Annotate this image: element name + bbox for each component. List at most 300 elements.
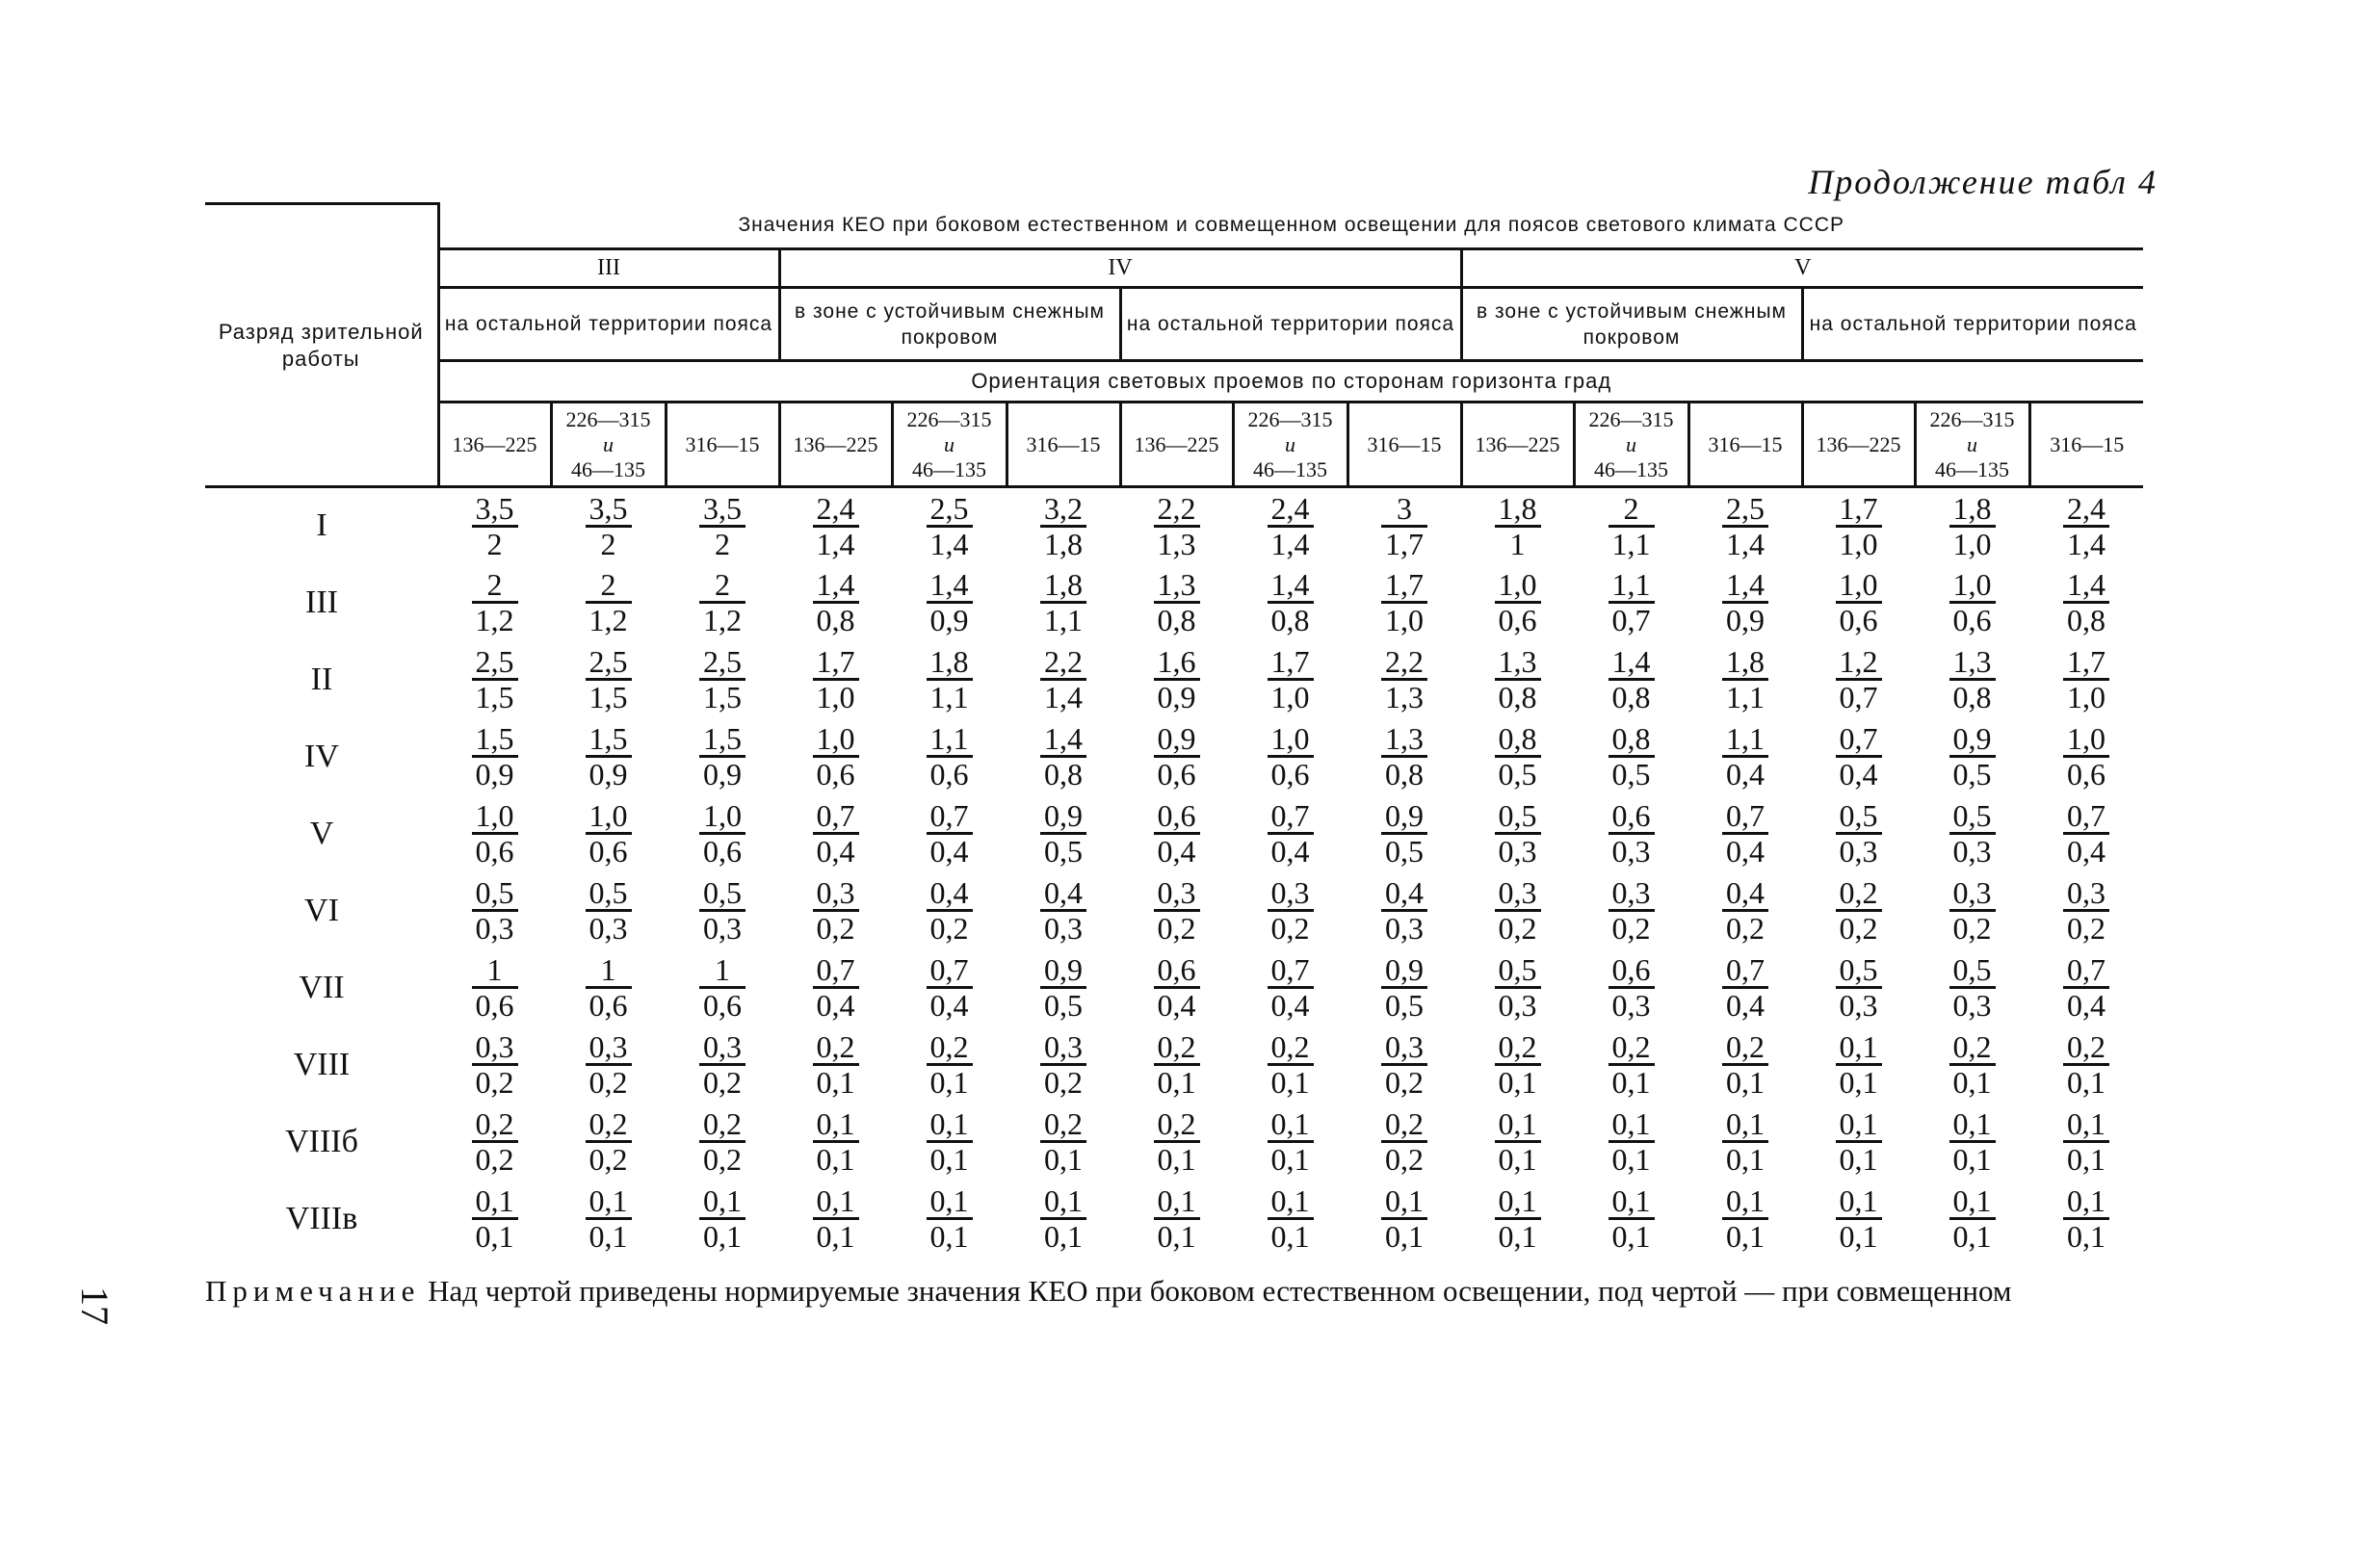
value-cell <box>779 1181 892 1258</box>
value-cell <box>1688 1104 1802 1181</box>
keo-natural-value: 0,7 <box>2063 953 2109 989</box>
value-cell <box>1688 1026 1802 1104</box>
value-cell <box>892 1104 1007 1181</box>
keo-natural-value: 0,5 <box>472 876 518 912</box>
keo-combined-value: 0,3 <box>1498 834 1537 869</box>
keo-natural-value: 1,3 <box>1154 568 1200 604</box>
keo-combined-value: 0,6 <box>703 834 742 869</box>
value-cell <box>2029 718 2143 795</box>
keo-natural-value: 1,3 <box>1495 645 1541 681</box>
value-cell <box>1347 1104 1461 1181</box>
keo-combined-value: 0,1 <box>588 1219 628 1254</box>
keo-fraction <box>1836 1107 1882 1176</box>
value-cell <box>1574 718 1688 795</box>
keo-fraction <box>2063 722 2109 791</box>
keo-natural-value: 0,1 <box>1268 1107 1314 1143</box>
angle-header-line: 226—315 <box>565 406 651 431</box>
keo-fraction <box>1495 876 1541 945</box>
value-cell <box>1347 872 1461 949</box>
keo-fraction <box>1608 953 1655 1022</box>
value-cell <box>1233 1181 1347 1258</box>
value-cell <box>1120 641 1233 718</box>
keo-fraction <box>1495 799 1541 868</box>
keo-natural-value: 0,4 <box>1722 876 1768 912</box>
keo-fraction <box>1722 799 1768 868</box>
keo-combined-value: 0,8 <box>1270 603 1310 637</box>
keo-combined-value: 0,6 <box>475 834 514 869</box>
table-row <box>205 949 2143 1026</box>
value-cell <box>666 1104 779 1181</box>
keo-combined-value: 0,6 <box>1157 757 1196 792</box>
keo-combined-value: 0,2 <box>816 911 855 946</box>
keo-fraction <box>1722 645 1768 714</box>
keo-combined-value: 0,4 <box>1839 757 1878 792</box>
keo-fraction <box>1040 1107 1086 1176</box>
keo-combined-value: 1,2 <box>475 603 514 637</box>
value-cell <box>1574 1104 1688 1181</box>
keo-fraction <box>813 876 859 945</box>
value-cell <box>1347 795 1461 872</box>
keo-natural-value: 0,7 <box>1268 953 1314 989</box>
keo-combined-value: 1,4 <box>1044 680 1083 714</box>
keo-natural-value: 1,7 <box>1836 492 1882 528</box>
keo-fraction <box>699 876 745 945</box>
value-cell <box>779 1104 892 1181</box>
keo-combined-value: 0,4 <box>1270 988 1310 1023</box>
keo-combined-value: 0,5 <box>1952 757 1992 792</box>
table-row <box>205 641 2143 718</box>
keo-combined-value: 0,3 <box>1952 988 1992 1023</box>
keo-natural-value: 0,5 <box>1949 799 1996 835</box>
angle-header-line: 226—315 <box>1588 406 1674 431</box>
keo-combined-value: 0,2 <box>1157 911 1196 946</box>
keo-fraction <box>1381 799 1427 868</box>
keo-fraction <box>586 722 632 791</box>
keo-natural-value: 1,7 <box>1268 645 1314 681</box>
keo-natural-value: 1,0 <box>699 799 745 835</box>
keo-combined-value: 0,4 <box>1726 988 1765 1023</box>
keo-natural-value: 0,3 <box>472 1030 518 1066</box>
keo-fraction <box>813 568 859 636</box>
keo-natural-value: 0,9 <box>1040 799 1086 835</box>
keo-combined-value: 0,2 <box>1839 911 1878 946</box>
angle-header-line: 46—135 <box>1253 456 1327 481</box>
keo-natural-value: 0,4 <box>927 876 973 912</box>
keo-combined-value: 0,2 <box>1270 911 1310 946</box>
table-caption: Продолжение табл 4 <box>1808 163 2158 201</box>
keo-fraction <box>1949 876 1996 945</box>
value-cell <box>1233 949 1347 1026</box>
keo-natural-value: 0,4 <box>1040 876 1086 912</box>
value-cell <box>1574 1181 1688 1258</box>
keo-combined-value: 0,2 <box>475 1065 514 1100</box>
keo-fraction <box>472 799 518 868</box>
keo-natural-value: 1,4 <box>1040 722 1086 758</box>
keo-fraction <box>586 645 632 714</box>
keo-combined-value: 0,8 <box>1385 757 1424 792</box>
value-cell <box>892 949 1007 1026</box>
keo-table <box>205 202 2143 1258</box>
angle-header <box>1574 402 1688 487</box>
keo-combined-value: 0,2 <box>1385 1142 1424 1177</box>
keo-fraction <box>927 876 973 945</box>
keo-fraction <box>1040 722 1086 791</box>
value-cell <box>1688 641 1802 718</box>
angle-header-line: 46—135 <box>912 456 986 481</box>
keo-combined-value: 1,5 <box>475 680 514 714</box>
keo-fraction <box>1608 1107 1655 1176</box>
table-row <box>205 1026 2143 1104</box>
keo-natural-value: 0,9 <box>1040 953 1086 989</box>
keo-natural-value: 2 <box>586 568 632 604</box>
value-cell <box>1461 1104 1574 1181</box>
keo-combined-value: 0,1 <box>2067 1065 2105 1100</box>
keo-natural-value: 0,1 <box>1495 1184 1541 1220</box>
keo-fraction <box>1268 722 1314 791</box>
keo-fraction <box>813 722 859 791</box>
keo-natural-value: 0,2 <box>1381 1107 1427 1143</box>
value-cell <box>666 1181 779 1258</box>
table-row <box>205 795 2143 872</box>
keo-fraction <box>813 1184 859 1253</box>
value-cell <box>1120 564 1233 641</box>
value-cell <box>892 487 1007 564</box>
keo-natural-value: 2 <box>472 568 518 604</box>
value-cell <box>1461 1181 1574 1258</box>
table-row <box>205 487 2143 564</box>
keo-combined-value: 0,2 <box>588 1065 628 1100</box>
keo-fraction <box>1040 568 1086 636</box>
keo-natural-value: 0,2 <box>1495 1030 1541 1066</box>
keo-fraction <box>472 1107 518 1176</box>
row-label: IV <box>304 738 339 774</box>
keo-fraction <box>927 492 973 560</box>
value-cell <box>1233 564 1347 641</box>
keo-natural-value: 0,1 <box>2063 1107 2109 1143</box>
keo-combined-value: 0,4 <box>1270 834 1310 869</box>
keo-natural-value: 0,7 <box>1836 722 1882 758</box>
keo-fraction <box>813 492 859 560</box>
value-cell <box>438 1104 551 1181</box>
keo-natural-value: 0,7 <box>1722 953 1768 989</box>
value-cell <box>1915 1104 2029 1181</box>
value-cell <box>1347 1181 1461 1258</box>
keo-natural-value: 1,4 <box>2063 568 2109 604</box>
keo-fraction <box>1268 645 1314 714</box>
keo-fraction <box>1836 953 1882 1022</box>
keo-natural-value: 1,1 <box>927 722 973 758</box>
keo-natural-value: 0,2 <box>1608 1030 1655 1066</box>
keo-natural-value: 0,5 <box>1495 953 1541 989</box>
zone-header: III <box>438 249 779 288</box>
keo-natural-value: 0,7 <box>927 799 973 835</box>
keo-combined-value: 0,9 <box>1726 603 1765 637</box>
keo-fraction <box>1949 492 1996 560</box>
row-label: II <box>310 661 333 697</box>
keo-fraction <box>699 568 745 636</box>
keo-natural-value: 0,1 <box>1722 1107 1768 1143</box>
table-row <box>205 718 2143 795</box>
keo-natural-value: 0,1 <box>1495 1107 1541 1143</box>
angle-header: 136—225 <box>438 402 551 487</box>
keo-fraction <box>1608 876 1655 945</box>
keo-combined-value: 0,3 <box>1611 988 1651 1023</box>
keo-natural-value: 0,5 <box>1836 953 1882 989</box>
row-label: VIII <box>293 1046 351 1082</box>
keo-natural-value: 1,8 <box>1722 645 1768 681</box>
keo-fraction <box>1722 1030 1768 1099</box>
keo-fraction <box>1495 645 1541 714</box>
keo-fraction <box>472 1030 518 1099</box>
keo-fraction <box>1268 953 1314 1022</box>
keo-combined-value: 0,1 <box>1270 1219 1310 1254</box>
keo-combined-value: 0,1 <box>1952 1142 1992 1177</box>
keo-combined-value: 2 <box>600 526 616 561</box>
value-cell <box>551 487 666 564</box>
value-cell <box>2029 872 2143 949</box>
value-cell <box>551 795 666 872</box>
keo-natural-value: 0,1 <box>1949 1107 1996 1143</box>
keo-natural-value: 1,5 <box>699 722 745 758</box>
keo-natural-value: 1,0 <box>2063 722 2109 758</box>
keo-combined-value: 0,4 <box>1726 834 1765 869</box>
value-cell <box>779 564 892 641</box>
angle-header: 316—15 <box>1007 402 1120 487</box>
keo-fraction <box>472 722 518 791</box>
keo-fraction <box>2063 876 2109 945</box>
value-cell <box>1007 1026 1120 1104</box>
keo-combined-value: 0,2 <box>588 1142 628 1177</box>
keo-combined-value: 1,0 <box>1952 526 1992 561</box>
keo-combined-value: 1,4 <box>1726 526 1765 561</box>
angle-header: 316—15 <box>1688 402 1802 487</box>
keo-fraction <box>472 1184 518 1253</box>
keo-combined-value: 0,7 <box>1611 603 1651 637</box>
angle-header-line: и <box>1626 431 1636 456</box>
value-cell <box>1347 718 1461 795</box>
keo-combined-value: 0,1 <box>1157 1065 1196 1100</box>
value-cell <box>1461 718 1574 795</box>
keo-combined-value: 0,7 <box>1839 680 1878 714</box>
keo-fraction <box>1949 645 1996 714</box>
keo-fraction <box>1836 722 1882 791</box>
keo-fraction <box>586 492 632 560</box>
keo-natural-value: 0,3 <box>2063 876 2109 912</box>
keo-fraction <box>1154 953 1200 1022</box>
keo-natural-value: 0,9 <box>1381 953 1427 989</box>
value-cell <box>1915 949 2029 1026</box>
keo-fraction <box>1154 1107 1200 1176</box>
value-cell <box>1688 718 1802 795</box>
keo-natural-value: 1,3 <box>1949 645 1996 681</box>
value-cell <box>438 949 551 1026</box>
value-cell <box>438 1026 551 1104</box>
keo-fraction <box>586 799 632 868</box>
value-cell <box>438 795 551 872</box>
keo-natural-value: 0,1 <box>1836 1184 1882 1220</box>
keo-combined-value: 1,8 <box>1044 526 1083 561</box>
keo-natural-value: 1,0 <box>1836 568 1882 604</box>
keo-fraction <box>1608 799 1655 868</box>
keo-combined-value: 1,5 <box>588 680 628 714</box>
keo-natural-value: 2,4 <box>1268 492 1314 528</box>
page-number: 17 <box>73 1286 117 1325</box>
angle-header-line: и <box>944 431 955 456</box>
keo-fraction <box>927 722 973 791</box>
keo-natural-value: 0,6 <box>1608 953 1655 989</box>
value-cell <box>779 487 892 564</box>
keo-natural-value: 0,9 <box>1949 722 1996 758</box>
value-cell <box>1007 718 1120 795</box>
value-cell <box>1688 487 1802 564</box>
keo-combined-value: 0,1 <box>1611 1065 1651 1100</box>
value-cell <box>1233 872 1347 949</box>
value-cell <box>666 487 779 564</box>
value-cell <box>551 718 666 795</box>
keo-combined-value: 0,5 <box>1385 834 1424 869</box>
zone-header: V <box>1461 249 2143 288</box>
keo-combined-value: 0,1 <box>929 1142 969 1177</box>
keo-combined-value: 1,5 <box>703 680 742 714</box>
keo-natural-value: 0,2 <box>1040 1107 1086 1143</box>
row-label: I <box>316 507 327 544</box>
value-cell <box>551 1026 666 1104</box>
keo-fraction <box>813 799 859 868</box>
value-cell <box>892 1181 1007 1258</box>
keo-natural-value: 0,2 <box>2063 1030 2109 1066</box>
keo-combined-value: 1,0 <box>1385 603 1424 637</box>
keo-natural-value: 1,5 <box>586 722 632 758</box>
keo-natural-value: 3,5 <box>586 492 632 528</box>
angle-header-line: 46—135 <box>1594 456 1668 481</box>
keo-fraction <box>1268 568 1314 636</box>
value-cell <box>1461 949 1574 1026</box>
keo-fraction <box>1495 953 1541 1022</box>
keo-combined-value: 0,5 <box>1385 988 1424 1023</box>
keo-fraction <box>699 645 745 714</box>
value-cell <box>1915 1181 2029 1258</box>
keo-combined-value: 1,4 <box>929 526 969 561</box>
keo-natural-value: 0,5 <box>699 876 745 912</box>
keo-natural-value: 0,8 <box>1608 722 1655 758</box>
keo-natural-value: 2,5 <box>1722 492 1768 528</box>
keo-natural-value: 1 <box>699 953 745 989</box>
value-cell <box>551 1181 666 1258</box>
value-cell <box>1574 564 1688 641</box>
keo-combined-value: 1,4 <box>2067 526 2105 561</box>
value-cell <box>779 872 892 949</box>
keo-combined-value: 0,5 <box>1044 834 1083 869</box>
keo-fraction <box>1722 1107 1768 1176</box>
keo-natural-value: 0,1 <box>1608 1107 1655 1143</box>
zone-header: IV <box>779 249 1461 288</box>
value-cell <box>551 949 666 1026</box>
value-cell <box>1233 795 1347 872</box>
keo-natural-value: 0,8 <box>1495 722 1541 758</box>
keo-natural-value: 0,1 <box>1040 1184 1086 1220</box>
keo-combined-value: 0,6 <box>1839 603 1878 637</box>
keo-fraction <box>1495 1107 1541 1176</box>
keo-fraction <box>1381 492 1427 560</box>
keo-fraction <box>1949 722 1996 791</box>
keo-fraction <box>1722 876 1768 945</box>
value-cell <box>438 641 551 718</box>
value-cell <box>438 1181 551 1258</box>
subzone-header: на остальной территории пояса <box>438 288 779 361</box>
value-cell <box>1120 718 1233 795</box>
keo-natural-value: 1,0 <box>1495 568 1541 604</box>
value-cell <box>1688 872 1802 949</box>
keo-fraction <box>927 645 973 714</box>
keo-fraction <box>1608 722 1655 791</box>
keo-natural-value: 1,7 <box>813 645 859 681</box>
table-row <box>205 1104 2143 1181</box>
value-cell <box>666 949 779 1026</box>
keo-combined-value: 0,1 <box>816 1065 855 1100</box>
keo-natural-value: 0,3 <box>1381 1030 1427 1066</box>
keo-natural-value: 0,9 <box>1154 722 1200 758</box>
keo-natural-value: 0,1 <box>1608 1184 1655 1220</box>
value-cell <box>1120 487 1233 564</box>
keo-fraction <box>586 1184 632 1253</box>
keo-combined-value: 0,1 <box>1726 1065 1765 1100</box>
keo-combined-value: 1,4 <box>1270 526 1310 561</box>
keo-natural-value: 3,5 <box>472 492 518 528</box>
keo-combined-value: 0,2 <box>929 911 969 946</box>
value-cell <box>1688 795 1802 872</box>
keo-fraction <box>1836 799 1882 868</box>
angle-header: 136—225 <box>1802 402 1915 487</box>
keo-combined-value: 0,3 <box>1044 911 1083 946</box>
angle-header <box>892 402 1007 487</box>
value-cell <box>1233 1104 1347 1181</box>
keo-natural-value: 0,1 <box>1381 1184 1427 1220</box>
value-cell <box>1347 487 1461 564</box>
keo-fraction <box>1495 568 1541 636</box>
keo-fraction <box>1154 645 1200 714</box>
keo-combined-value: 0,4 <box>929 834 969 869</box>
angle-header <box>1233 402 1347 487</box>
value-cell <box>438 718 551 795</box>
keo-fraction <box>699 799 745 868</box>
value-cell <box>892 872 1007 949</box>
keo-combined-value: 0,4 <box>1157 988 1196 1023</box>
keo-combined-value: 0,1 <box>2067 1142 2105 1177</box>
value-cell <box>1574 795 1688 872</box>
keo-natural-value: 0,1 <box>1722 1184 1768 1220</box>
keo-fraction <box>1040 799 1086 868</box>
keo-fraction <box>1608 645 1655 714</box>
keo-combined-value: 0,8 <box>1044 757 1083 792</box>
keo-natural-value: 1,3 <box>1381 722 1427 758</box>
keo-combined-value: 0,8 <box>1157 603 1196 637</box>
angle-header-line: 226—315 <box>1929 406 2015 431</box>
value-cell <box>1007 487 1120 564</box>
keo-combined-value: 1,0 <box>2067 680 2105 714</box>
angle-header: 136—225 <box>1461 402 1574 487</box>
keo-fraction <box>1154 876 1200 945</box>
value-cell <box>1915 795 2029 872</box>
keo-combined-value: 0,1 <box>1952 1219 1992 1254</box>
keo-fraction <box>1495 1030 1541 1099</box>
keo-combined-value: 0,1 <box>1839 1142 1878 1177</box>
keo-combined-value: 0,2 <box>1952 911 1992 946</box>
value-cell <box>1688 1181 1802 1258</box>
keo-fraction <box>1495 492 1541 560</box>
keo-combined-value: 0,4 <box>1157 834 1196 869</box>
keo-fraction <box>1381 645 1427 714</box>
value-cell <box>779 1026 892 1104</box>
